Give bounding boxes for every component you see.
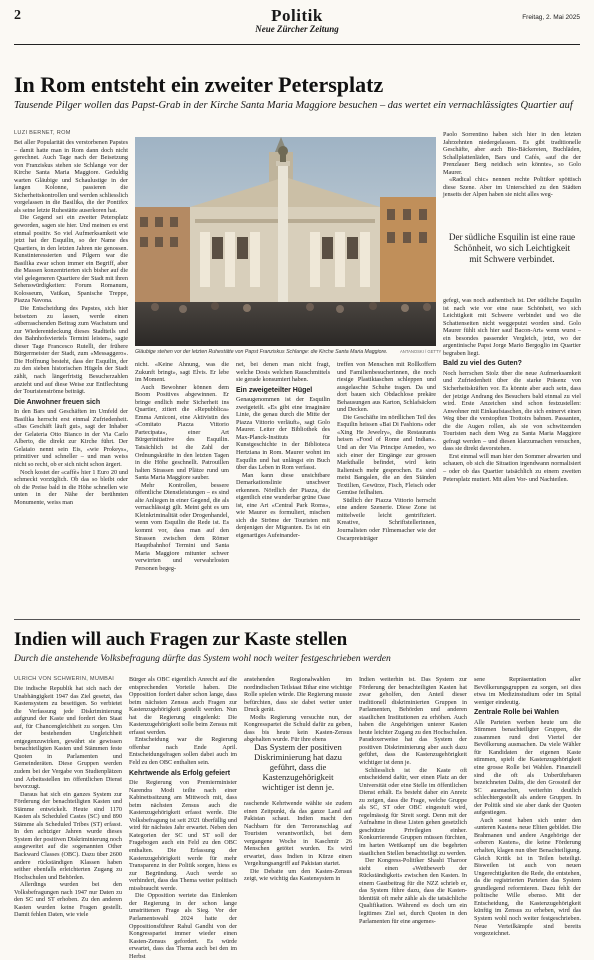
article2-dek: Durch die anstehende Volksbefragung dürfte das System wohl noch weiter festgeschrieben werden: [14, 653, 391, 664]
paragraph: Die Debatte um den Kasten-Zensus zeigt, wie wichtig das Kastensystem in: [244, 867, 352, 883]
paragraph: Alle Parteien werben heute um die Stimmen benachteiligter Gruppen, die zusammen rund drei Viertel der Bevölkerung ausmachen. Da viele Wähler für Kandidaten der eigenen Kaste stimmen, spielt die Kastenzugehörigkeit eine grosse Rolle bei Wahlen. Finanziell sind die oft als Unberührbaren bezeichneten Dalits, die den Grossteil der SC ausmachen, weiterhin deutlich schlechtergestellt als andere Gruppen. In der Politik sind sie aber dank der Quoten aufgestiegen.: [474, 718, 581, 817]
paragraph: Die Regierung von Premierminister Narendra Modi teilte nach einer Kabinettssitzung am Mittwoch mit, dass beim nächsten Zensus auch die Kastenzugehörigkeit erfasst werde. Die Volksbefragung ist seit 2021 überfällig und wird für nächstes Jahr erwartet. Neben den Kategorien der SC und ST soll der Fragebogen auch ein Feld zu den OBC enthalten. Die Erfassung der Kastenzugehörigkeit werde für mehr Transparenz in der Politik sorgen, hiess es zur Begründung. Auch werde so verhindert, dass das Thema weiter politisch missbraucht werde.: [129, 779, 237, 892]
paragraph: treffen von Menschen mit Rollkoffern und Familienbesucherinnen, die noch riesige Plastiktaschen schleppen und ausgelaschte Schuhe tragen. Da und dort bauen sich Obdachlose prekäre Behausungen aus Karton, Schlafsäcken und Decken.: [337, 361, 436, 414]
article2-byline: ULRICH VON SCHWERIN, MUMBAI: [14, 676, 115, 682]
paragraph: Bürger als OBC eigentlich Anrecht auf die entsprechenden Vorteile haben. Die Opposition fordert daher schon lange, dass beim nächsten Zensus auch Fragen zur Kastenzugehörigkeit gestellt werden. Nun hat die Regierung eingelenkt: Die Kastenzugehörigkeit solle beim Zensus mit erfasst werden.: [129, 676, 237, 736]
paragraph: Die indische Republik hat sich nach der Unabhängigkeit 1947 das Ziel gesetzt, das Kastensystem zu beseitigen. So verbietet die Verfassung jede Diskriminierung aufgrund der Kaste und fordert den Staat auf, für Chancengleichheit zu sorgen. Um der bestehenden Ungleichheit entgegenzuwirken, gewährt sie gewissen benachteiligten Kasten und Stämmen feste Quoten in Parlamenten und Gemeinderäten. Diese Gruppen werden zudem bei der Vergabe von Studienplätzen und Arbeitsstellen im öffentlichen Dienst bevorzugt.: [14, 685, 122, 791]
article1-column-1: [14, 139, 128, 612]
article1-dek: Tausende Pilger wollen das Papst-Grab in der Kirche Santa Maria Maggiore besuchen – das wertet ein vernachlässigtes Quartier auf: [14, 100, 573, 111]
article2-column-2: [129, 676, 237, 960]
paragraph: Paolo Sorrentino haben sich hier in den letzten Jahrzehnten niedergelassen. Es gibt traditionelle Geschäfte, aber auch Bio-Bäckereien, Buchläden, Schallplattenläden, Bars und Cafés, «auf die der Prenzlauer Berg neidisch sein könnte», so Golo Maurer.: [443, 131, 581, 176]
paper-name: Neue Zürcher Zeitung: [255, 24, 339, 34]
paragraph: Modis Regierung versuchte nun, der Kongresspartei die Schuld dafür zu geben, dass bis heute kein Kasten-Zensus abgehalten wurde. Für ihre ebens: [244, 713, 352, 744]
paragraph: Schliesslich ist die Kaste oft entscheidend dafür, wer einen Platz an der Universität oder eine Stelle im öffentlichen Dienst erhält. Es besteht daher ein Anreiz zu zeigen, dass die Frage, welche Gruppe als SC, ST oder OBC eingestuft wird, regelmässig für Streit sorgt. Denn mit der Aufnahme in diese Listen gehen gesetzlich geschützte Privilegien einher. Konkurrierende Gruppen müssen fürchten, im harten Wettkampf um die begehrten staatlichen Stellen benachteiligt zu werden.: [359, 766, 467, 857]
article1-column-4: [337, 361, 436, 612]
paragraph: Auch sonst haben sich unter den «unteren Kasten» neue Eliten gebildet. Die Brahmanen und andere Angehörige der «oberen Kasten», die keine Förderung erhalten, klagen nun über Benachteiligung. Gleich Kritik ist in Teilen beteiligt. Bisweilen ist auch von neuen Ungerechtigkeiten die Rede, die entstehen, da die registrierten Parteien das System grundlegend reformieren. Dazu fehlt der politische Wille ebenso. Mit der Entscheidung, die Kastenzugehörigkeit künftig im Zensus zu erheben, wird das System wohl noch weiter festgeschrieben. Neue Verteilkämpfe sind bereits vorgezeichnet.: [474, 816, 581, 938]
article1-column-5-top: [443, 131, 581, 221]
paragraph: Die Geschäfte im nördlichen Teil des Esquilin heissen «Bai Di Fashion» oder «Xing He Jewelry», die Restaurants heisen «Food of Rome and Indian». Und an der Via Principe Amedeo, wo sich einer der Eingänge zur grossen Markthalle befindet, wird kein Italienisch mehr gesprochen. Es sind meist Bangalen, die an den Ständen Textilien, Gewürze, Fisch, Fleisch oder Gemüse feilhalten.: [337, 413, 436, 497]
masthead: [14, 6, 580, 34]
subheading: Ein zweigeteilter Hügel: [236, 386, 313, 394]
paragraph: Die Gegend sei ein zweiter Petersplatz geworden, sagen sie hier. Und meinen es erst einmal positiv. So viel Aufmerksamkeit wie jetzt hat der Esquilin, so der Name des Quartiers, in den letzten Jahren nie genossen. Kunstinteressierten und Pilgern war die Basilika zwar schon immer ein Begriff, aber die Massen konzentrierten sich bisher auf die viel gelegeneren Quartiere der Stadt mit ihren Sehenswürdigkeiten: Forum Romanum, Kolosseum, Vatikan, Spanische Treppe, Piazza Navona.: [14, 214, 128, 305]
article1-column-2: [135, 361, 229, 612]
article2-headline: Indien will auch Fragen zur Kaste stellen: [14, 629, 348, 650]
paragraph: anstehenden Regionalwahlen im nordindischen Teilstaat Bihar eine wichtige Rolle spielen würde. Die Regierung musste befürchten, dass sie dabei weiter unter Druck gerät.: [244, 676, 352, 714]
article1-column-5-bottom: [443, 297, 581, 612]
article2-column-3-top: [244, 676, 352, 744]
page-header: [14, 6, 580, 42]
paragraph: Die Opposition wertete das Einlenken der Regierung in der schon lange umstrittenen Frage als Sieg. Vor der Parlamentswahl 2024 hatte der Oppositionsführer Rahul Gandhi von der Kongresspartei immer wieder einen Kasten-Zensus gefordert. Es würde erwartet, dass das Thema auch bei den im Herbst: [129, 892, 237, 960]
subheading: Kehrtwende als Erfolg gefeiert: [129, 769, 231, 777]
paragraph: raschende Kehrtwende wählte sie zudem einen Zeitpunkt, da das ganze Land auf Pakistan schaut. Indien macht den Nachbarn für den Terroranschlag auf Touristen verantwortlich, bei dem vergangene Woche in Kaschmir 26 Menschen getötet wurden. Es wird erwartet, dass Indien in Kürze einen Vergeltungsangriff auf Pakistan startet.: [244, 800, 352, 868]
paragraph: Noch kostet der «caffè» hier 1 Euro 20 und schmeckt vorzüglich. Ob das so bleibt oder ob die Preise bald in die Höhe schnellen wie unten in der Nähe der berühmten Monumente, weiss man: [14, 468, 128, 506]
paragraph: gefegt, was noch authentisch ist. Der südliche Esquilin ist nach wie vor eine raue Schönheit, wo sich Leichtigkeit mit Schwere verbindet und wo die Schattenseiten nicht weggeputzt worden sind. Golo Maurer fühlt sich hier sauf Bacon-Art» wenn wurst – ein besondes passender Vergleich, jetzt, wo der argentinische Papst Jorge Mario Bergoglio im Quartier begraben liegt.: [443, 297, 581, 357]
paragraph: sene Repräsentation aller Bevölkerungsgruppen zu sorgen, sei dies etwa im Medizinstudium oder im Spital weniger eindeutig.: [474, 676, 581, 706]
paragraph: nicht. «Keine Ahnung, was die Zukunft bringt», sagt Elvis. Er lebe im Moment.: [135, 361, 229, 384]
article2-pullquote: Das System der positiven Diskriminierung hat dazu geführt, dass die Kastenzugehörigkeit wichtiger ist denn je.: [254, 742, 342, 792]
subheading: Die Anwohner freuen sich: [14, 398, 101, 406]
paragraph: Entscheidung war die Regierung offenbar nach Ende April. Entscheidungsfragen sollen dabei auch im Feld zu den OBC enthalten sein.: [129, 736, 237, 767]
paragraph: Mehr Kontrollen, bessere öffentliche Dienstleistungen – es sind alte Anliegen in einer Gegend, die als vernachlässigt gilt. Meint geht es um Kleinkriminalität oder Drogenhandel, wenn vom Esquilin die Rede ist. Es kommt vor, dass man auf den Strassen zwischen dem Römer Hauptbahnhof Termini und Santa Maria Maggiore mitunter schwer verwirrten und verwahrlosten Personen begeg-: [135, 481, 229, 572]
paragraph: Daraus hat sich ein ganzes System zur Förderung der benachteiligten Kasten und Stämme entwickelt. Heute sind 1170 Kasten als Scheduled Castes (SC) und 890 Stämme als Scheduled Tribes (ST) erfasst. In den achtziger Jahren wurde dieses System der positiven Diskriminierung noch ausgeweitet auf die sogenannten Other Backward Classes (OBC). Dazu über 2600 andere rückständigen Klassen haben seither ebenfalls erleichterten Zugang zu Hochschulen und Behörden.: [14, 790, 122, 881]
article-divider: [14, 619, 580, 620]
paragraph: Indien weiterhin ist. Das System zur Förderung der benachteiligten Kasten hat zwar geholfen, den Anteil dieser traditionell diskriminierten Gruppen in Parlamenten, Behörden und anderen staatlichen Institutionen zu erhöhen. Auch haben die Angehörigen unterer Kasten heute leichter Zugang zu den Hochschulen. Paradoxerweise hat das System der positiven Diskriminierung aber auch dazu geführt, dass die Kastenzugehörigkeit wichtiger ist denn je.: [359, 676, 467, 767]
paragraph: Auch Bewohner können dem Boom Positives abgewinnen. Er bringe endlich mehr Sicherheit ins Quartier, zitiert die «Repubblica» Emma Amiconi, eine Aktivistin des «Comitato Piazza Vittorio Partecipata», einer Art Bürgerinitiative des Esquilin. Tatsächlich ist die Zahl der Ordnungskräfte in den letzten Tagen in die Höhe geschnellt. Patrouillen halten Strassen und Plätze rund um Santa Maria Maggiore sauber.: [135, 383, 229, 482]
article2-column-1: [14, 685, 122, 919]
paragraph: Genaugenommen ist der Esquilin zweigeteilt. «Es gibt eine imaginäre Linie, die genau durch die Mitte der Piazza Vittorio verläuft», sagt Golo Maurer. Leiter der Bibliothek des Max-Planck-Instituts für Kunstgeschichte in der Biblioteca Hertziana in Rom. Maurer wohnt im Esquilin und hat unlängst ein Buch über das Leben in Rom verfasst.: [236, 396, 330, 472]
paragraph: Die Entscheidung des Papstes, sich hier beisetzen zu lassen, werde einen «überraschenden Beitrag zum Wachstum und zur Wiederentdeckung dieses Stadtteils und des Bahnhofsviertels Termini leisten», sagte dieser Tage Francesco Rutelli, der frühere Bürgermeister der Stadt, zum «Messaggero». Die Hoffnung besteht, dass der Esquilin, der zu den sieben historischen Hügeln der Stadt zählt, nach längerfristig Besucherzahlen anzieht und auf diese Weise zur Entflechtung der Touristenströme beiträgt.: [14, 305, 128, 396]
paragraph: Allerdings wurden bei den Volksbefragungen nach 1947 nur Daten zu den SC und ST erhoben. Zu den anderen Kasten wurden keine Fragen gestellt. Damit fehlen Daten, wie viele: [14, 881, 122, 919]
article1-byline: LUZI BERNET, ROM: [14, 130, 71, 136]
subheading: Zentrale Rolle bei Wahlen: [474, 709, 559, 717]
article1-pullquote: Der südliche Esquilin ist eine raue Schönheit, wo sich Leichtigkeit mit Schwere verbindet.: [448, 232, 576, 264]
header-rule: [14, 44, 580, 45]
paragraph: Bei aller Popularität des verstorbenen Papstes – damit hatte man in Rom dann doch nicht gerechnet. Auch Tage nach der Beisetzung von Franziskus stehen sie Schlange vor der Kirche Santa Maria Maggiore. Geduldig warten Gläubige und Schaulustige in der langen Kolonne, passieren die Sicherheitskontrollen und werden schliesslich vorgelassen in die Basilika, die der Pontifex als seine letzte Ruhestätte auserkoren hat.: [14, 139, 128, 214]
paragraph: Der Kongress-Politiker Shashi Tharoor sieht einen «Wettbewerb der Rückständigkeit» zwischen den Kasten. In einem Gastbeitrag für die NZZ schrieb er, das System führe dazu, dass die Kasten-Identität oft mehr zähle als die tatsächliche Qualifikation. Während es doch um ein legitimes Ziel sei, durch Quoten in den Parlamenten für eine angemes-: [359, 857, 467, 925]
article2-column-4: [359, 676, 467, 925]
paragraph: Man kann diese unsichtbare Demarkationslinie unschwer erkennen. Nördlich der Piazza, die eigentlich eine wunderbar grüne Oase ist, eine Art «Central Park Roms», wie Maurer es formuliert, mischen sich die Ströme der Touristen mit denjenigen der Migranten. Es ist ein eigenartiges Aufeinander-: [236, 471, 330, 540]
article2-column-5: [474, 676, 581, 938]
article1-column-3: [236, 361, 330, 612]
paragraph: Südlich der Piazza Vittorio herrscht eine andere Szenerie. Diese Zone ist mittelweile leicht gentrifiziert. Kreative, Schriftstellerinnen, Journalisten oder Filmemacher wie der Oscarpreisträger: [337, 496, 436, 542]
basilica-photo: [135, 137, 436, 346]
basilica-illustration: [135, 137, 436, 346]
paragraph: In den Bars und Geschäften im Umfeld der Basilika herrscht erst einmal Zufriedenheit. «Das Geschäft läuft gut», sagt der Inhaber der Gelateria Otto Bianco in der Via Carlo Alberto, die direkt zur Kirche führt. Der Gelataio nennt sein Eis, «wie Prokeys», primitiver und schneller – und man weiss nicht so recht, ob er sich nicht schon ärgert.: [14, 408, 128, 468]
page-number: 2: [14, 8, 21, 23]
photo-credit: ANTANOSKI / GETTY: [400, 349, 442, 354]
photo-caption: Gläubige stehen vor der letzten Ruhestätte von Papst Franziskus Schlange: die Kirche Santa Maria Maggiore.: [135, 349, 388, 355]
article1-headline: In Rom entsteht ein zweiter Petersplatz: [14, 72, 384, 97]
paragraph: Erst einmal will man hier den Sommer abwarten und schauen, ob sich die Situation irgendwann normalisiert – oder ob das Quartier tatsächlich zu einem zweiten Petersplatz mutiert. Mit allen Vor- und Nachteilen.: [443, 452, 581, 483]
paragraph: net, bei denen man nicht fragt, welche Dosis welchen Rauschmittels sie gerade konsumiert haben.: [236, 361, 330, 384]
paragraph: «Radical chic» nennen rechte Politiker spöttisch diese Szene. Aber im Unterschied zu den Städten jenseits der Alpen haben sie nicht alles weg-: [443, 176, 581, 199]
article2-column-3-bottom: [244, 800, 352, 883]
subheading: Bald zu viel des Guten?: [443, 360, 522, 368]
issue-date: Freitag, 2. Mai 2025: [522, 14, 580, 21]
section-title: Politik: [271, 6, 323, 25]
paragraph: Noch herrschen Stolz über die neue Aufmerksamkeit und Zufriedenheit über die starke Präsenz von Sicherheitskräften vor. Es könnte aber auch sein, dass der jetzige Andrang des Besuchers bald einmal zu viel wird. Erste Anzeichen sind schon festzustellen: Anwohner mit Einkaufstaschen, die sich entnervt einen Weg über die verstopften Trottoirs bahnen. Passanten, die die Augen rollen, als sie von schwitzenden Touristen nach dem Weg zu Santa Maria Maggiore gefragt werden – und diesen klarzumachen versuchen, dass sie direkt davorstehen.: [443, 369, 581, 453]
